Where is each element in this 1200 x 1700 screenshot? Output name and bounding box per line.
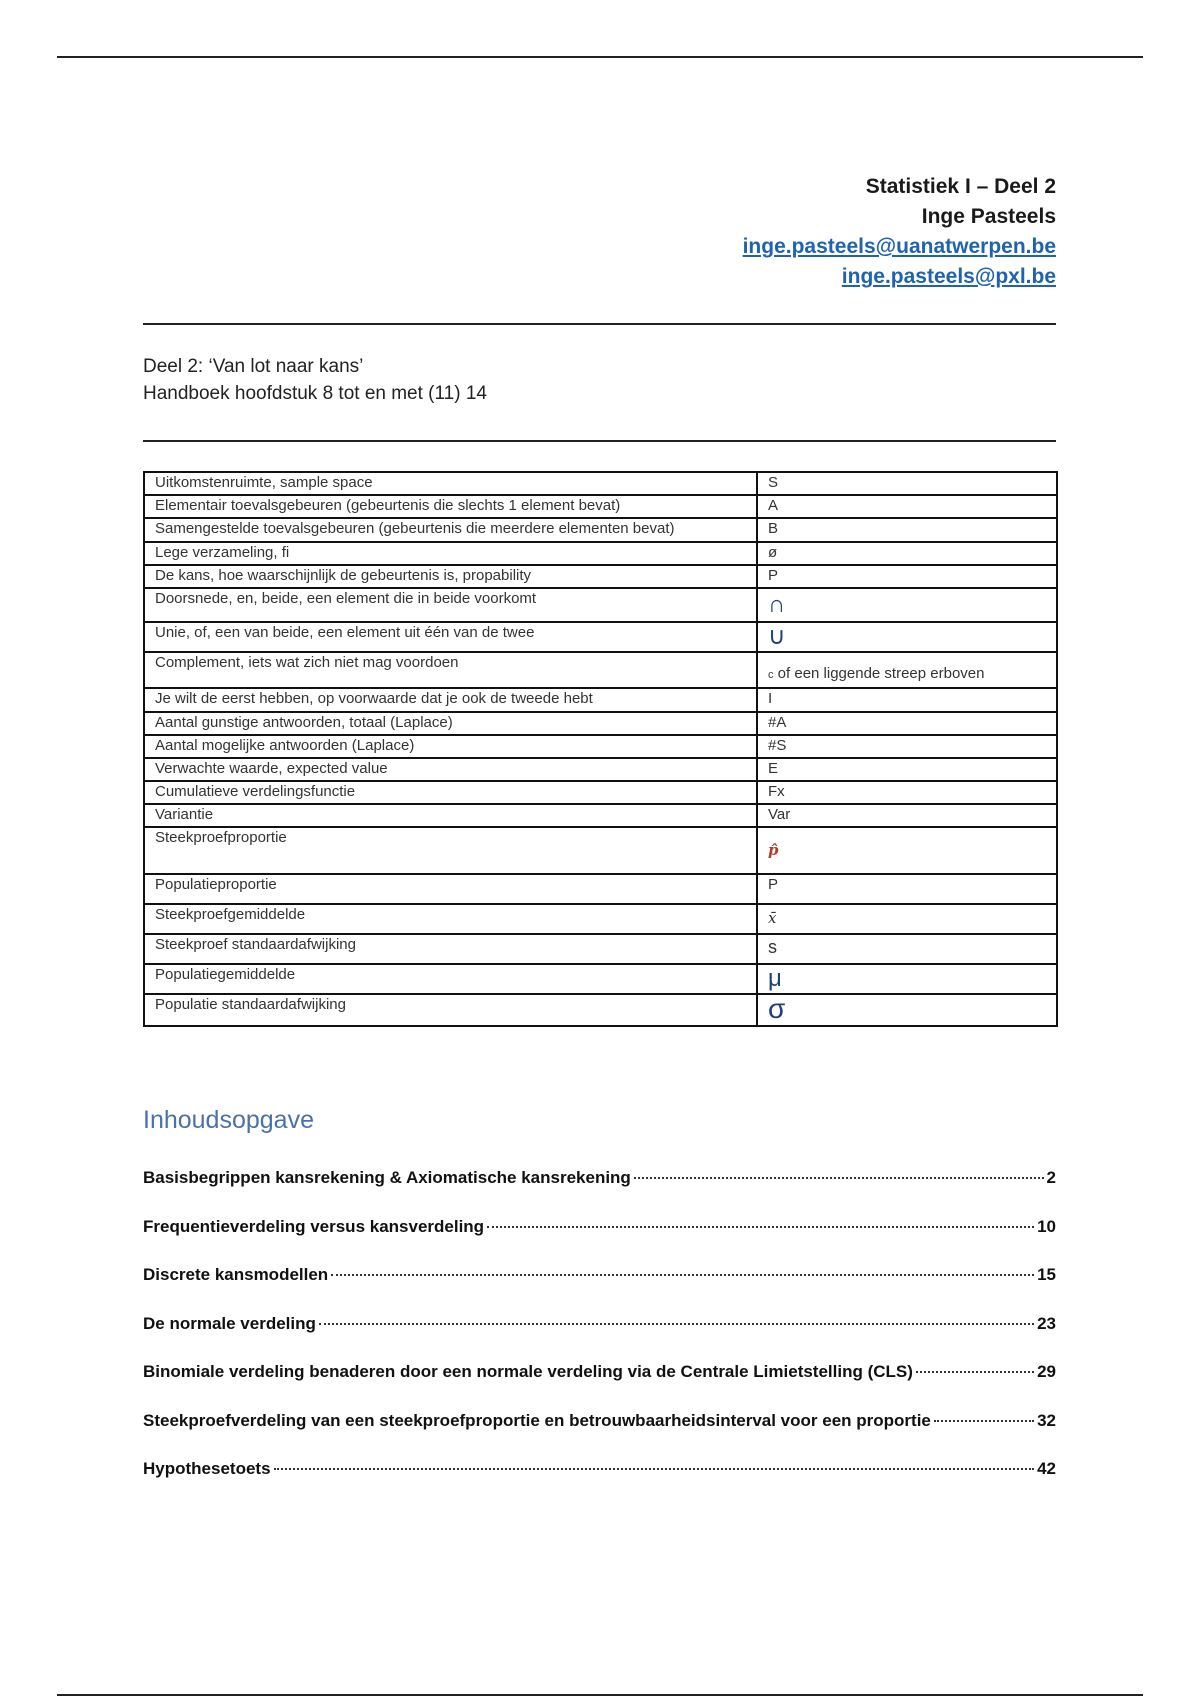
symbol-cell: Var bbox=[757, 804, 1057, 827]
toc-entry-page: 10 bbox=[1037, 1216, 1056, 1236]
toc-entry-label: Hypothesetoets bbox=[143, 1459, 271, 1478]
toc-dot-leader bbox=[487, 1226, 1034, 1228]
term-cell: De kans, hoe waarschijnlijk de gebeurtenis is, propability bbox=[144, 565, 757, 588]
toc-entry[interactable] bbox=[143, 1459, 1056, 1508]
table-row bbox=[144, 994, 1057, 1026]
term-cell: Variantie bbox=[144, 804, 757, 827]
toc-entry-label: Frequentieverdeling versus kansverdeling bbox=[143, 1216, 485, 1236]
symbol-cell bbox=[757, 904, 1057, 934]
symbol-cell: E bbox=[757, 758, 1057, 781]
complement-symbol: c bbox=[768, 669, 774, 681]
toc-entry-page: 42 bbox=[1037, 1459, 1056, 1478]
document-header bbox=[743, 172, 1056, 292]
symbol-cell bbox=[757, 934, 1057, 964]
author-name: Inge Pasteels bbox=[921, 205, 1056, 228]
table-row bbox=[144, 904, 1057, 934]
toc-entry-label: Steekproefverdeling van een steekproefproportie en betrouwbaarheidsinterval voor een proportie bbox=[143, 1410, 931, 1430]
top-rule bbox=[57, 56, 1143, 58]
toc-dot-leader bbox=[916, 1371, 1034, 1373]
toc-entry[interactable] bbox=[143, 1265, 1056, 1314]
symbol-cell bbox=[757, 622, 1057, 652]
term-cell: Samengestelde toevalsgebeuren (gebeurtenis die meerdere elementen bevat) bbox=[144, 518, 757, 542]
table-row bbox=[144, 472, 1057, 495]
symbol-cell bbox=[757, 964, 1057, 994]
email-link-uantwerpen[interactable]: inge.pasteels@uanatwerpen.be bbox=[742, 235, 1056, 258]
table-row bbox=[144, 934, 1057, 964]
toc-dot-leader bbox=[934, 1420, 1034, 1422]
toc-entry-label: Basisbegrippen kansrekening & Axiomatische kansrekening bbox=[143, 1168, 631, 1187]
table-row bbox=[144, 735, 1057, 758]
table-row bbox=[144, 781, 1057, 804]
intro-line-chapters: Handboek hoofdstuk 8 tot en met (11) 14 bbox=[143, 383, 487, 404]
population-mean-symbol: μ bbox=[768, 965, 782, 992]
symbol-cell: S bbox=[757, 472, 1057, 495]
symbol-cell: ø bbox=[757, 542, 1057, 565]
symbol-cell: P bbox=[757, 874, 1057, 904]
term-cell: Populatiegemiddelde bbox=[144, 964, 757, 994]
symbol-cell: A bbox=[757, 495, 1057, 518]
toc-entry-page: 29 bbox=[1037, 1362, 1056, 1381]
table-row bbox=[144, 588, 1057, 622]
term-cell: Unie, of, een van beide, een element uit één van de twee bbox=[144, 622, 757, 652]
toc-entry-page: 32 bbox=[1037, 1410, 1056, 1430]
bottom-rule bbox=[57, 1694, 1143, 1696]
table-row bbox=[144, 827, 1057, 874]
term-cell: Lege verzameling, fi bbox=[144, 542, 757, 565]
toc-entry-label: De normale verdeling bbox=[143, 1313, 316, 1333]
toc-entry[interactable] bbox=[143, 1411, 1056, 1460]
table-row bbox=[144, 518, 1057, 542]
separator-rule bbox=[143, 323, 1056, 325]
toc-entry-page: 2 bbox=[1046, 1168, 1056, 1187]
table-row bbox=[144, 652, 1057, 688]
table-of-contents bbox=[143, 1168, 1056, 1508]
term-cell: Doorsnede, en, beide, een element die in beide voorkomt bbox=[144, 588, 757, 622]
term-cell: Aantal gunstige antwoorden, totaal (Laplace) bbox=[144, 712, 757, 735]
table-row bbox=[144, 495, 1057, 518]
symbol-cell: I bbox=[757, 688, 1057, 712]
toc-entry-page: 23 bbox=[1037, 1313, 1056, 1333]
toc-entry[interactable] bbox=[143, 1168, 1056, 1217]
toc-entry[interactable] bbox=[143, 1217, 1056, 1266]
term-cell: Aantal mogelijke antwoorden (Laplace) bbox=[144, 735, 757, 758]
term-cell: Populatie standaardafwijking bbox=[144, 994, 757, 1026]
sample-sd-symbol: s bbox=[768, 937, 777, 957]
symbol-cell bbox=[757, 827, 1057, 874]
toc-dot-leader bbox=[274, 1468, 1035, 1470]
toc-dot-leader bbox=[634, 1177, 1044, 1179]
toc-entry[interactable] bbox=[143, 1362, 1056, 1411]
term-cell: Populatieproportie bbox=[144, 874, 757, 904]
sample-proportion-symbol: p̂ bbox=[768, 841, 779, 859]
table-row bbox=[144, 542, 1057, 565]
toc-entry[interactable] bbox=[143, 1314, 1056, 1363]
toc-entry-label: Binomiale verdeling benaderen door een normale verdeling via de Centrale Limietstelling (CLS) bbox=[143, 1362, 913, 1381]
term-cell: Steekproef standaardafwijking bbox=[144, 934, 757, 964]
separator-rule bbox=[143, 440, 1056, 442]
term-cell: Complement, iets wat zich niet mag voordoen bbox=[144, 652, 757, 688]
symbols-table bbox=[143, 471, 1058, 1027]
population-sd-symbol: σ bbox=[768, 993, 786, 1024]
toc-title: Inhoudsopgave bbox=[143, 1106, 314, 1134]
symbol-cell: #A bbox=[757, 712, 1057, 735]
term-cell: Verwachte waarde, expected value bbox=[144, 758, 757, 781]
symbol-cell bbox=[757, 652, 1057, 688]
table-row bbox=[144, 565, 1057, 588]
toc-entry-label: Discrete kansmodellen bbox=[143, 1265, 329, 1284]
term-cell: Steekproefgemiddelde bbox=[144, 904, 757, 934]
symbol-cell: #S bbox=[757, 735, 1057, 758]
term-cell: Je wilt de eerst hebben, op voorwaarde dat je ook de tweede hebt bbox=[144, 688, 757, 712]
table-row bbox=[144, 622, 1057, 652]
union-symbol: ∪ bbox=[768, 623, 786, 650]
table-row bbox=[144, 874, 1057, 904]
toc-dot-leader bbox=[319, 1323, 1034, 1325]
email-link-pxl[interactable]: inge.pasteels@pxl.be bbox=[841, 265, 1056, 288]
symbol-cell bbox=[757, 994, 1057, 1026]
term-cell: Cumulatieve verdelingsfunctie bbox=[144, 781, 757, 804]
intersection-symbol: ∩ bbox=[768, 591, 786, 618]
complement-note: of een liggende streep erboven bbox=[777, 665, 985, 682]
term-cell: Steekproefproportie bbox=[144, 827, 757, 874]
document-title: Statistiek I – Deel 2 bbox=[865, 175, 1056, 198]
table-row bbox=[144, 964, 1057, 994]
symbol-cell bbox=[757, 588, 1057, 622]
intro-text bbox=[143, 353, 487, 407]
intro-line-part: Deel 2: ‘Van lot naar kans’ bbox=[143, 356, 364, 377]
symbol-cell: P bbox=[757, 565, 1057, 588]
term-cell: Uitkomstenruimte, sample space bbox=[144, 472, 757, 495]
table-row bbox=[144, 712, 1057, 735]
term-cell: Elementair toevalsgebeuren (gebeurtenis die slechts 1 element bevat) bbox=[144, 495, 757, 518]
toc-dot-leader bbox=[331, 1274, 1034, 1276]
table-row bbox=[144, 688, 1057, 712]
table-row bbox=[144, 804, 1057, 827]
toc-entry-page: 15 bbox=[1037, 1265, 1056, 1284]
symbol-cell: B bbox=[757, 518, 1057, 542]
symbol-cell: Fx bbox=[757, 781, 1057, 804]
sample-mean-symbol: x̄ bbox=[768, 909, 777, 927]
table-row bbox=[144, 758, 1057, 781]
